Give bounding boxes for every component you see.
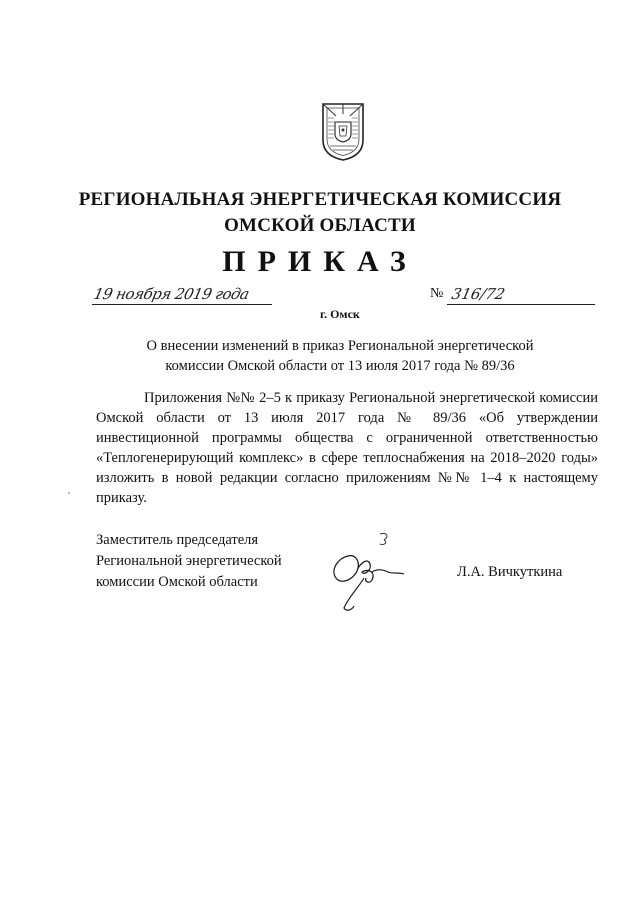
subject-line1: О внесении изменений в приказ Региональной энергетической <box>146 338 534 354</box>
signer-position-line3: комиссии Омской области <box>96 574 258 590</box>
date-underline <box>92 304 272 305</box>
scan-mark <box>68 492 70 494</box>
signer-position-line1: Заместитель председателя <box>96 532 259 548</box>
order-number: 316/72 <box>450 285 507 303</box>
order-date: 19 ноября 2019 года <box>92 285 251 303</box>
subject-line2: комиссии Омской области от 13 июля 2017 года № 89/36 <box>165 358 515 374</box>
order-number-label: № <box>430 286 444 301</box>
signer-position-line2: Региональной энергетической <box>96 553 282 569</box>
number-underline <box>447 304 595 305</box>
body-paragraph: Приложения №№ 2–5 к приказу Региональной энергетической комиссии Омской области от 13 июля 2017 года № 89/36 «Об утверждении инвестиционной программы общества с ограниченной ответственностью «Теплогенерирующий комплекс» в сфере теплоснабжения на 2018–2020 годы» изложить в новой редакции согласно приложениям №№ 1–4 к настоящему приказу. <box>96 390 598 506</box>
org-title-line2: ОМСКОЙ ОБЛАСТИ <box>224 215 416 236</box>
coat-of-arms-icon <box>320 100 366 162</box>
city-label: г. Омск <box>320 307 360 321</box>
document-type-title: ПРИКАЗ <box>222 245 418 278</box>
org-title-line1: РЕГИОНАЛЬНАЯ ЭНЕРГЕТИЧЕСКАЯ КОМИССИЯ <box>78 189 562 210</box>
signer-name: Л.А. Вичкуткина <box>457 564 563 580</box>
signature-icon <box>318 528 408 614</box>
